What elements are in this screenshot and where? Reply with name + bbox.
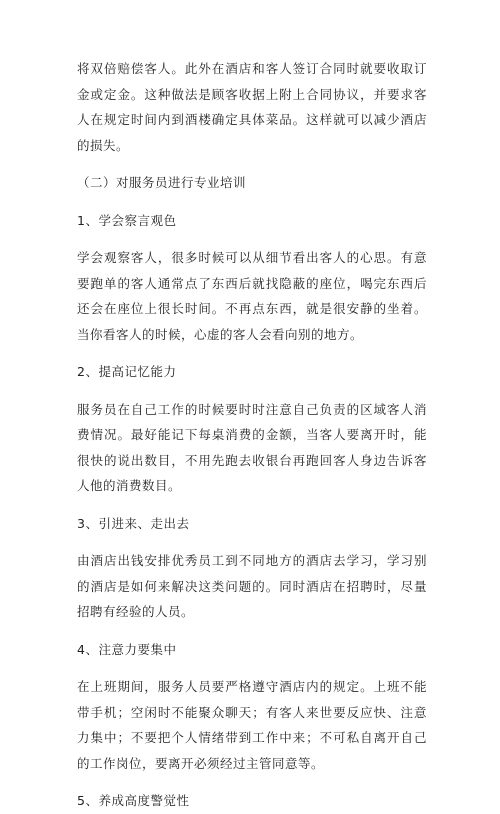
paragraph-deposit-policy: 将双倍赔偿客人。此外在酒店和客人签订合同时就要收取订金或定金。这种做法是顾客收据上附上合同协议，并要求客人在规定时间内到酒楼确定具体菜品。这样就可以减少酒店的损失。 — [77, 61, 427, 153]
paragraph-observation: 学会观察客人，很多时候可以从细节看出客人的心思。有意要跑单的客人通常点了东西后就找隐蔽的座位，喝完东西后还会在座位上很长时间。不再点东西，就是很安静的坐着。当你看客人的时候，心虚的客人会看向别的地方。 — [77, 250, 427, 342]
section-heading-staff-training: （二）对服务员进行专业培训 — [77, 175, 247, 190]
paragraph-concentration: 在上班期间，服务人员要严格遵守酒店内的规定。上班不能带手机；空闲时不能聚众聊天；有客人来世要反应快、注意力集中；不要把个人情绪带到工作中来；不可私自离开自己的工作岗位，要离开必须经过主管同意等。 — [77, 679, 427, 771]
subheading-observation: 1、学会察言观色 — [77, 212, 177, 228]
subheading-vigilance: 5、养成高度警觉性 — [77, 793, 190, 808]
document-body — [77, 56, 427, 814]
paragraph-memory: 服务员在自己工作的时候要时时注意自己负责的区域客人消费情况。最好能记下每桌消费的金额，当客人要离开时，能很快的说出数目，不用先跑去收银台再跑回客人身边告诉客人他的消费数目。 — [77, 401, 427, 493]
subheading-concentration: 4、注意力要集中 — [77, 641, 177, 657]
subheading-memory: 2、提高记忆能力 — [77, 364, 177, 379]
subheading-learning: 3、引进来、走出去 — [77, 515, 190, 531]
paragraph-learning: 由酒店出钱安排优秀员工到不同地方的酒店去学习，学习别的酒店是如何来解决这类问题的。同时酒店在招聘时，尽量招聘有经验的人员。 — [77, 553, 427, 619]
